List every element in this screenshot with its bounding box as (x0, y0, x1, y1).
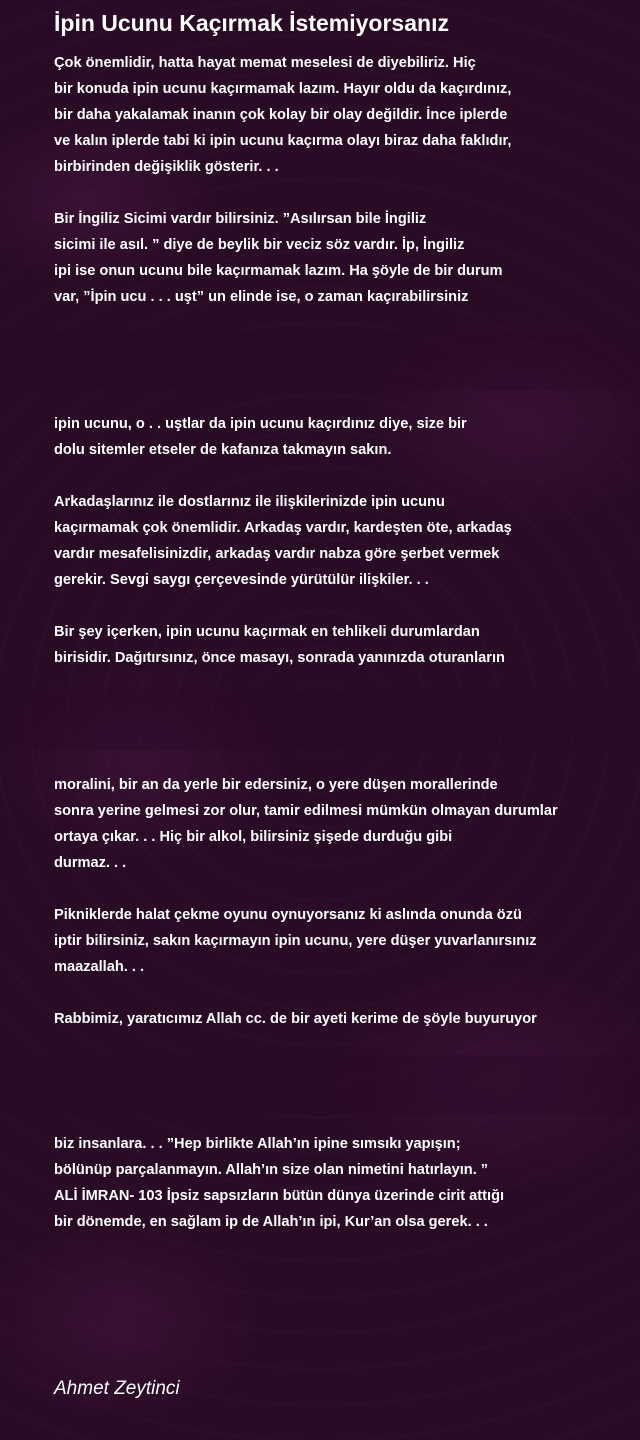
paragraph-break (54, 980, 624, 1006)
poem-line: var, ”İpin ucu . . . uşt” un elinde ise, o zaman kaçırabilirsiniz (54, 289, 469, 305)
poem-line: Arkadaşlarınız ile dostlarınız ile ilişkilerinizde ipin ucunu (54, 494, 445, 510)
ad-gap-2 (0, 690, 640, 750)
poem-line: bir dönemde, en sağlam ip de Allah’ın ipi, Kur’an olsa gerek. . . (54, 1214, 488, 1230)
poem-line: ve kalın iplerde tabi ki ipin ucunu kaçırma olayı biraz daha faklıdır, (54, 133, 512, 149)
poem-line: ortaya çıkar. . . Hiç bir alkol, bilirsiniz şişede durduğu gibi (54, 829, 453, 845)
poem-line: dolu sitemler etseler de kafanıza takmayın sakın. (54, 442, 392, 458)
poem-line: bölünüp parçalanmayın. Allah’ın size olan nimetini hatırlayın. ” (54, 1162, 489, 1178)
poem-line: birisidir. Dağıtırsınız, önce masayı, sonrada yanınızda oturanların (54, 650, 505, 666)
poem-line: bir konuda ipin ucunu kaçırmamak lazım. Hayır oldu da kaçırdınız, (54, 81, 512, 97)
poem-line: sonra yerine gelmesi zor olur, tamir edilmesi mümkün olmayan durumlar (54, 803, 558, 819)
poem-line: ALİ İMRAN- 103 İpsiz sapsızların bütün dünya üzerinde cirit attığı (54, 1188, 505, 1204)
paragraph-break (54, 180, 624, 206)
paragraph-break (54, 876, 624, 902)
poem-line: bir daha yakalamak inanın çok kolay bir olay değildir. İnce iplerde (54, 107, 508, 123)
poem-line: maazallah. . . (54, 959, 145, 975)
poem-line: moralini, bir an da yerle bir edersiniz, o yere düşen morallerinde (54, 777, 498, 793)
poem-line: biz insanlara. . . ”Hep birlikte Allah’ın ipine sımsıkı yapışın; (54, 1136, 461, 1152)
poem-line: vardır mesafelisinizdir, arkadaş vardır nabza göre şerbet vermek (54, 546, 500, 562)
author-name: Ahmet Zeytinci (54, 1378, 180, 1399)
poem-line: sicimi ile asıl. ” diye de beylik bir veciz söz vardır. İp, İngiliz (54, 237, 465, 253)
poem-title: İpin Ucunu Kaçırmak İstemiyorsanız (54, 10, 449, 36)
poem-line: durmaz. . . (54, 855, 127, 871)
poem-line: iptir bilirsiniz, sakın kaçırmayın ipin ucunu, yere düşer yuvarlanırsınız (54, 933, 537, 949)
poem-section-4 (54, 1131, 624, 1235)
poem-line: ipin ucunu, o . . uştlar da ipin ucunu kaçırdınız diye, size bir (54, 416, 467, 432)
ad-gap-3 (0, 1055, 640, 1115)
paragraph-break (54, 593, 624, 619)
poem-section-1 (54, 50, 624, 310)
poem-section-2 (54, 411, 624, 671)
poem-line: ipi ise onun ucunu bile kaçırmamak lazım. Ha şöyle de bir durum (54, 263, 503, 279)
poem-line: Rabbimiz, yaratıcımız Allah cc. de bir ayeti kerime de şöyle buyuruyor (54, 1011, 537, 1027)
paragraph-break (54, 463, 624, 489)
poem-line: Çok önemlidir, hatta hayat memat meselesi de diyebiliriz. Hiç (54, 55, 476, 71)
ad-gap-1 (0, 330, 640, 390)
poem-line: Bir şey içerken, ipin ucunu kaçırmak en tehlikeli durumlardan (54, 624, 480, 640)
poem-line: Pikniklerde halat çekme oyunu oynuyorsanız ki aslında onunda özü (54, 907, 522, 923)
poem-line: birbirinden değişiklik gösterir. . . (54, 159, 279, 175)
poem-line: Bir İngiliz Sicimi vardır bilirsiniz. ”Asılırsan bile İngiliz (54, 211, 427, 227)
poem-line: kaçırmamak çok önemlidir. Arkadaş vardır, kardeşten öte, arkadaş (54, 520, 512, 536)
poem-line: gerekir. Sevgi saygı çerçevesinde yürütülür ilişkiler. . . (54, 572, 429, 588)
poem-section-3 (54, 772, 624, 1032)
